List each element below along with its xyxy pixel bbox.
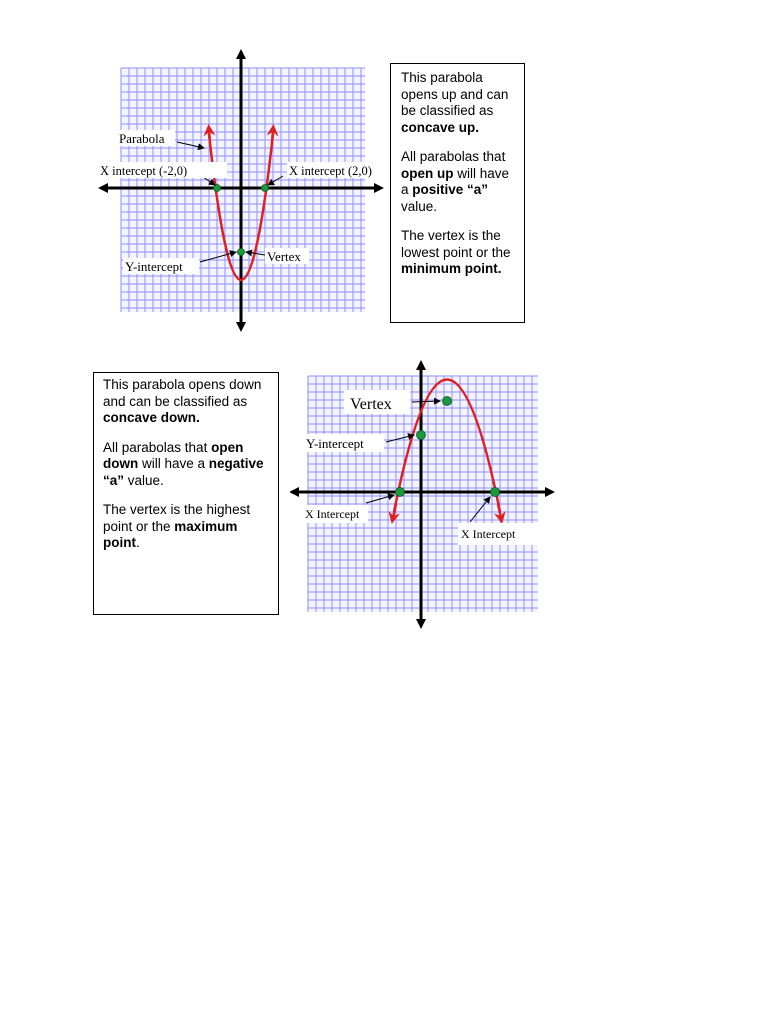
info-up-p3: The vertex is the lowest point or the minimum point. — [401, 228, 511, 276]
info-down-p2: All parabolas that open down will have a negative “a” value. — [103, 439, 264, 488]
label-x-intercept-left-down: X Intercept — [305, 507, 360, 521]
curve-arrow-left — [209, 130, 210, 143]
label-x-intercept-right-down: X Intercept — [461, 527, 516, 541]
grid-bottom — [308, 376, 538, 612]
concave-down-graph — [290, 360, 560, 630]
label-x-intercept-left: X intercept (-2,0) — [100, 164, 188, 178]
info-up-p2: All parabolas that open up will have a positive “a” value. — [401, 149, 510, 214]
concave-up-info-box — [390, 63, 525, 323]
label-x-intercept-right: X intercept (2,0) — [289, 164, 372, 178]
x-intercept-left-point-down — [396, 488, 405, 497]
info-down-p1: This parabola opens down and can be classified as concave down. — [103, 377, 262, 425]
x-intercept-right-point — [262, 185, 269, 192]
x-intercept-right-point-down — [491, 488, 500, 497]
label-y-intercept-down: Y-intercept — [306, 436, 364, 451]
y-intercept-point-down — [417, 431, 426, 440]
label-vertex: Vertex — [267, 249, 301, 264]
concave-up-graph — [95, 48, 390, 333]
x-intercept-left-point — [214, 185, 221, 192]
vertex-point-down — [443, 397, 452, 406]
concave-down-info-box — [93, 372, 279, 615]
curve-arrow-right — [272, 130, 273, 143]
label-parabola: Parabola — [119, 131, 165, 146]
label-y-intercept: Y-intercept — [125, 259, 183, 274]
info-down-p3: The vertex is the highest point or the maximum point. — [103, 502, 251, 550]
vertex-point — [238, 249, 245, 256]
info-up-p1: This parabola opens up and can be classified as concave up. — [401, 70, 509, 135]
grid-top — [121, 68, 365, 312]
label-vertex-down: Vertex — [350, 396, 392, 413]
